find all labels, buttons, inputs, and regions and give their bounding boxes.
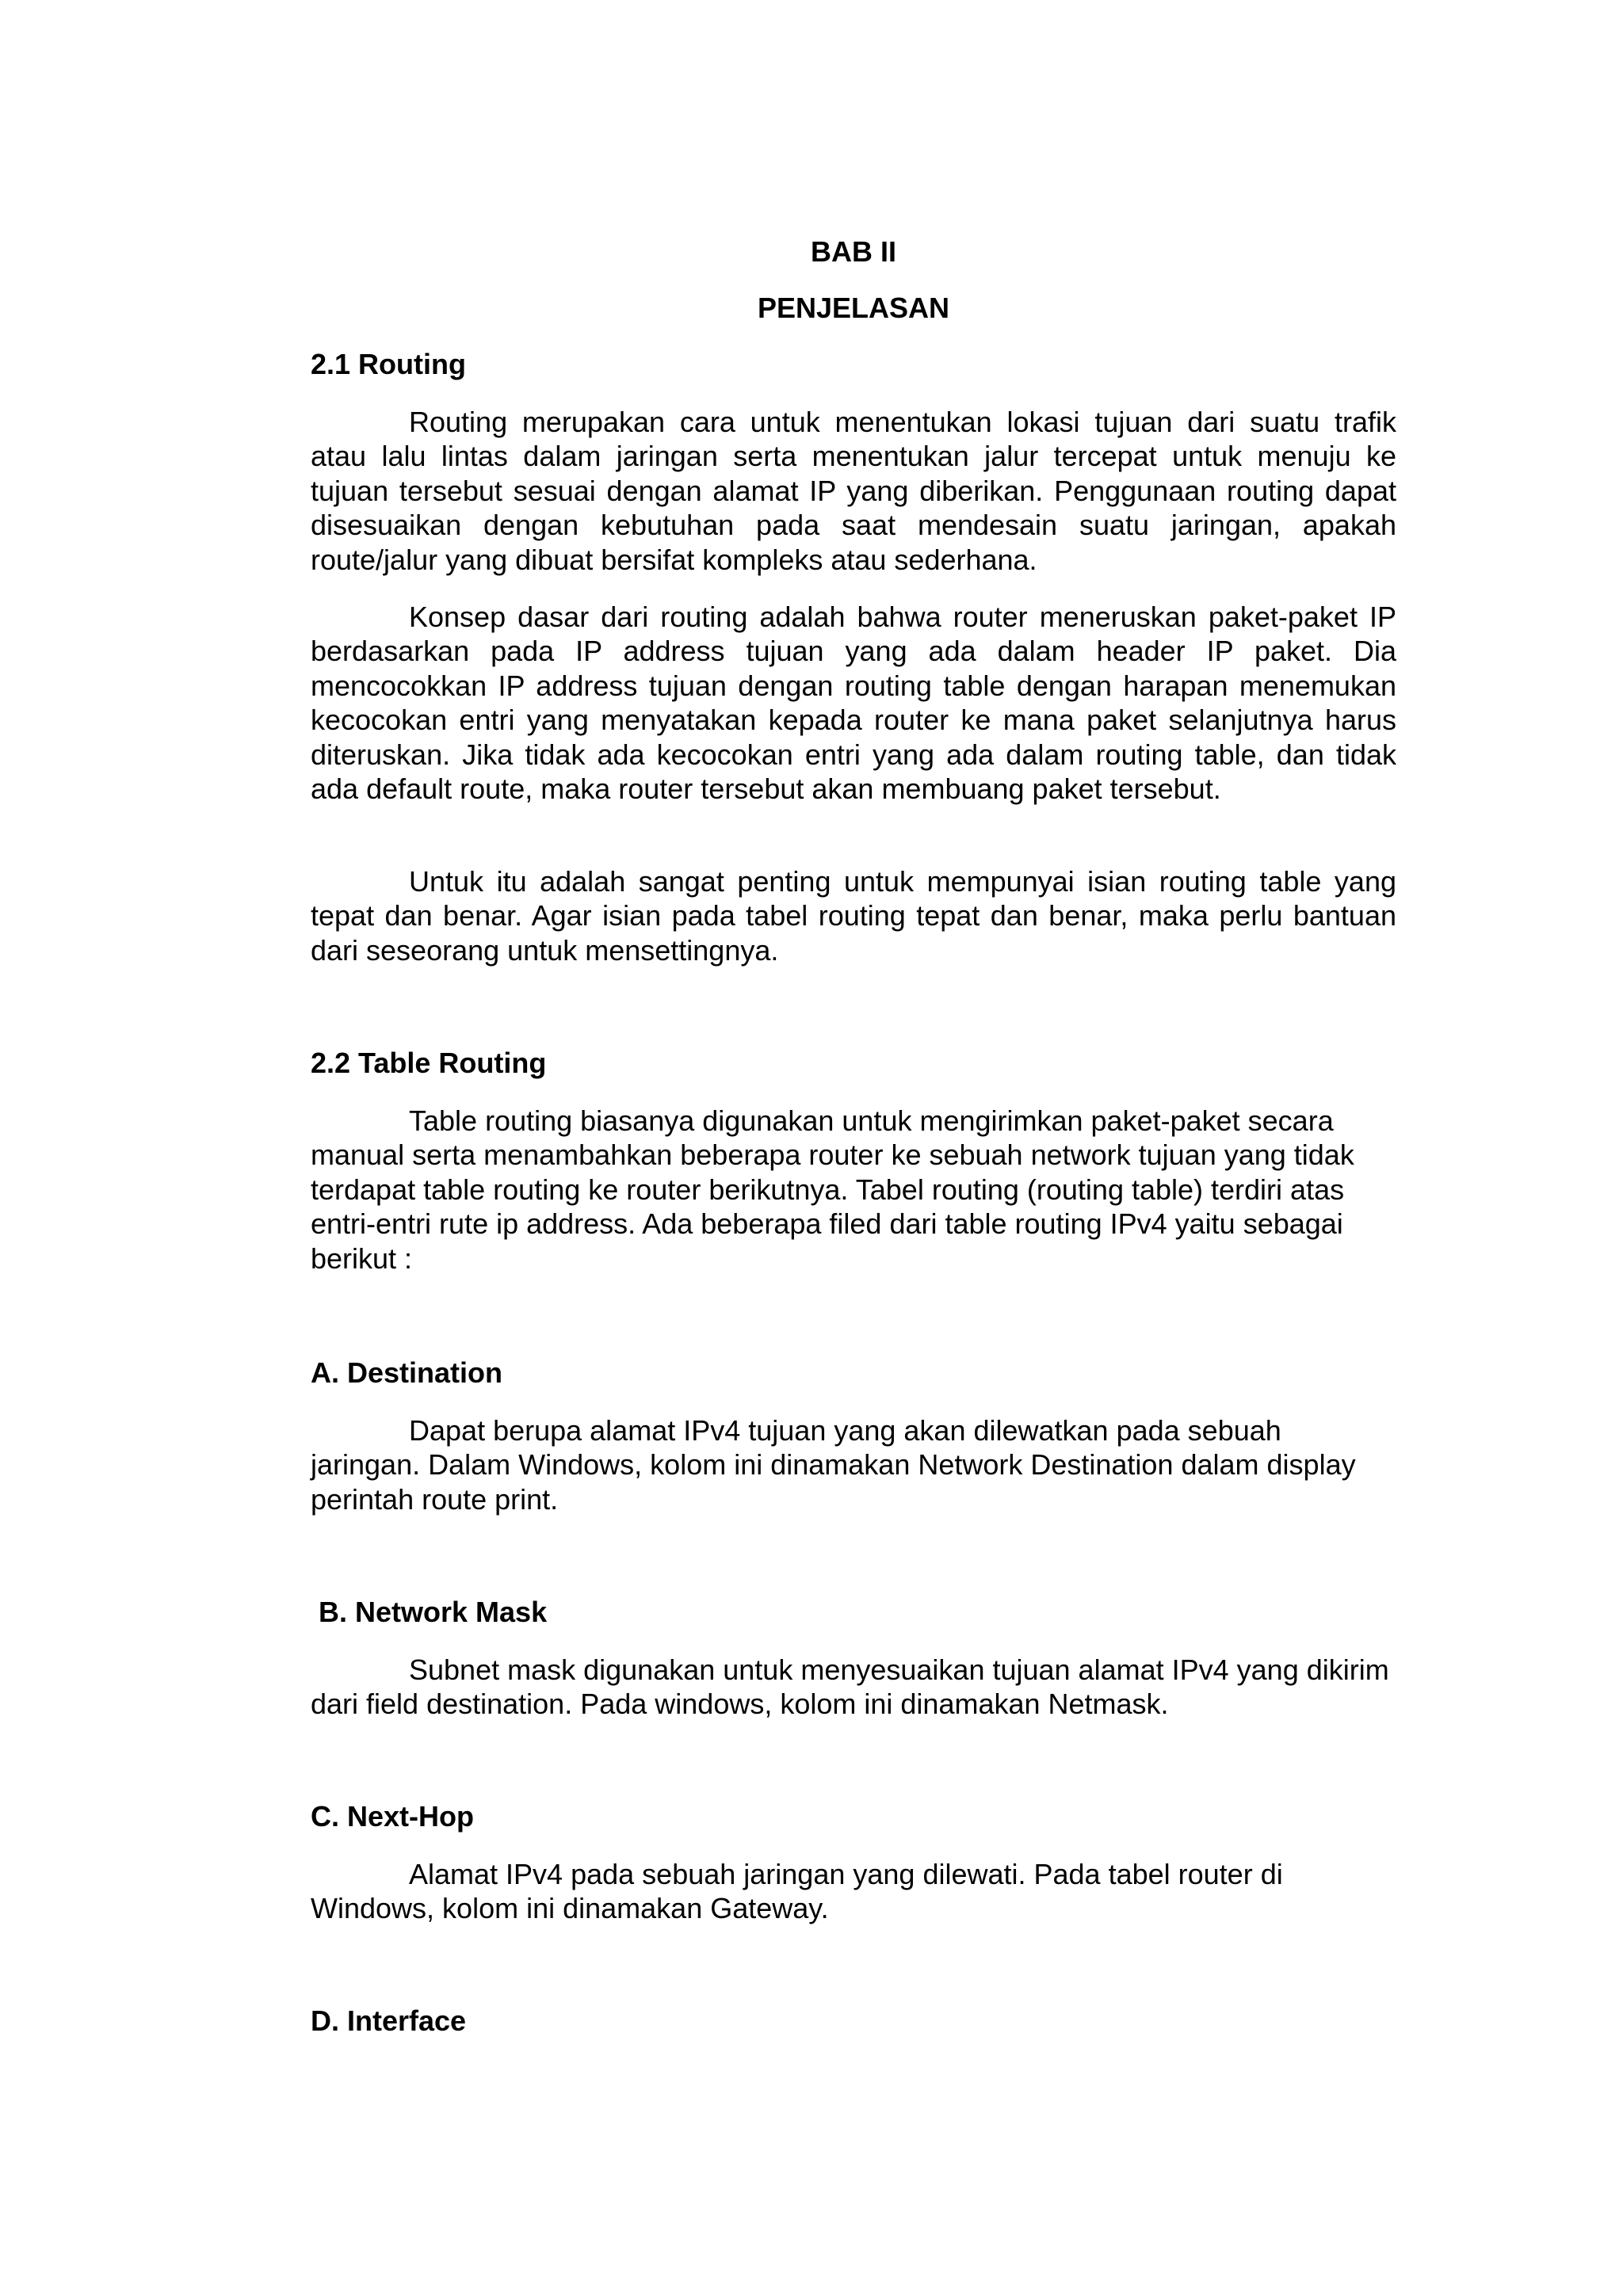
- field-label-network-mask: B. Network Mask: [311, 1596, 548, 1628]
- section-heading-table-routing: 2.2 Table Routing: [311, 1047, 547, 1079]
- routing-paragraph-3: Untuk itu adalah sangat penting untuk mempunyai isian routing table yang tepat dan benar. Agar isian pada tabel routing tepat dan benar, maka perlu bantuan dari seseorang untuk mensettingnya.: [311, 865, 1396, 967]
- chapter-title: PENJELASAN: [757, 292, 950, 324]
- field-label-destination: A. Destination: [311, 1356, 503, 1389]
- routing-paragraph-1: Routing merupakan cara untuk menentukan lokasi tujuan dari suatu trafik atau lalu lintas dalam jaringan serta menentukan jalur tercepat untuk menuju ke tujuan tersebut sesuai dengan alamat IP yang diberikan. Penggunaan routing dapat disesuaikan dengan kebutuhan pada saat mendesain suatu jaringan, apakah route/jalur yang dibuat bersifat kompleks atau sederhana.: [311, 406, 1396, 576]
- section-heading-routing: 2.1 Routing: [311, 348, 466, 380]
- field-text-destination: Dapat berupa alamat IPv4 tujuan yang akan dilewatkan pada sebuah jaringan. Dalam Windows, kolom ini dinamakan Network Destination dalam display perintah route print.: [311, 1414, 1356, 1516]
- field-text-network-mask: Subnet mask digunakan untuk menyesuaikan tujuan alamat IPv4 yang dikirim dari field destination. Pada windows, kolom ini dinamakan Netmask.: [311, 1653, 1389, 1721]
- field-text-next-hop: Alamat IPv4 pada sebuah jaringan yang dilewati. Pada tabel router di Windows, kolom ini dinamakan Gateway.: [311, 1858, 1283, 1925]
- field-label-next-hop: C. Next-Hop: [311, 1800, 474, 1833]
- field-label-interface: D. Interface: [311, 2004, 467, 2037]
- routing-paragraph-2: Konsep dasar dari routing adalah bahwa router meneruskan paket-paket IP berdasarkan pada IP address tujuan yang ada dalam header IP paket. Dia mencocokkan IP address tujuan dengan routing table dengan harapan menemukan kecocokan entri yang menyatakan kepada router ke mana paket selanjutnya harus diteruskan. Jika tidak ada kecocokan entri yang ada dalam routing table, dan tidak ada default route, maka router tersebut akan membuang paket tersebut.: [311, 601, 1396, 806]
- chapter-label: BAB II: [811, 235, 896, 268]
- table-routing-intro: Table routing biasanya digunakan untuk mengirimkan paket-paket secara manual serta menambahkan beberapa router ke sebuah network tujuan yang tidak terdapat table routing ke router berikutnya. Tabel routing (routing table) terdiri atas entri-entri rute ip address. Ada beberapa filed dari table routing IPv4 yaitu sebagai berikut :: [311, 1104, 1354, 1275]
